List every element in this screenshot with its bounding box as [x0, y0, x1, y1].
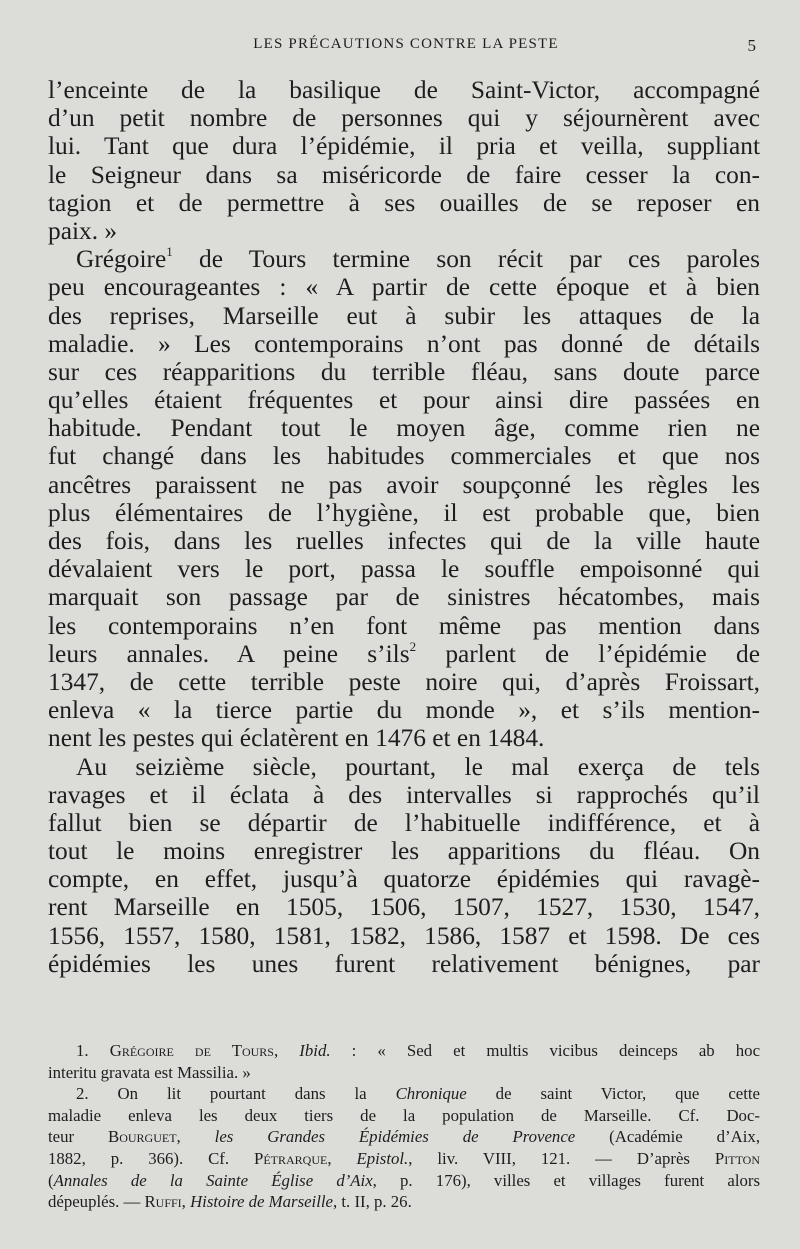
fn-author: Pétrarque: [254, 1148, 328, 1168]
text-line: nent les pestes qui éclatèrent en 1476 et en 1484.: [48, 724, 545, 753]
fn-author: Grégoire de Tours: [109, 1041, 274, 1060]
text-line: 1347, de cette terrible peste noire qui, d’après Froissart,: [48, 667, 760, 696]
text-line: [48, 640, 760, 668]
fn-text: , liv. VIII, 121. — D’après: [408, 1148, 715, 1168]
fn-text: (Académie d’Aix,: [575, 1127, 761, 1147]
text-line: des reprises, Marseille eut à subir les attaques de la: [48, 301, 760, 330]
fn-author: Ruffi: [144, 1192, 182, 1212]
fn-italic: les Grandes Épidémies de Provence: [214, 1127, 576, 1147]
footnotes: [48, 1040, 760, 1213]
text-line: peu encourageantes : « A partir de cette époque et à bien: [48, 273, 760, 302]
fn-text: ,: [181, 1192, 191, 1212]
text-line: Au seizième siècle, pourtant, le mal exerça de tels: [76, 752, 760, 781]
text-line: le Seigneur dans sa miséricorde de faire cesser la con-: [48, 160, 760, 189]
text-line: dévalaient vers le port, passa le souffle empoisonné qui: [48, 555, 760, 584]
fn-text: de saint Victor, que cette: [466, 1084, 760, 1104]
text-line: l’enceinte de la basilique de Saint-Victor, accompagné: [48, 76, 760, 104]
text-line: ancêtres paraissent ne pas avoir soupçonné les règles les: [48, 470, 760, 499]
text-line: 1556, 1557, 1580, 1581, 1582, 1586, 1587 et 1598. De ces: [48, 921, 760, 950]
text-line: [48, 245, 760, 273]
footnote-2-line: [48, 1126, 760, 1148]
text-line: des fois, dans les ruelles infectes qui de la ville haute: [48, 527, 760, 555]
fn-italic: Epistol.: [356, 1148, 409, 1168]
fn-author: Pitton: [714, 1148, 761, 1168]
footnote-2-line: [48, 1148, 760, 1170]
text-fragment: leurs annales. A peine s’ils: [48, 639, 410, 668]
fn-text: 2. On lit pourtant dans la: [76, 1084, 396, 1104]
footnote-ref-1: 1: [166, 244, 173, 260]
text-line: lui. Tant que dura l’épidémie, il pria et veilla, suppliant: [48, 132, 760, 161]
text-line: rent Marseille en 1505, 1506, 1507, 1527, 1530, 1547,: [48, 893, 760, 922]
fn-text: dépeuplés. —: [48, 1192, 145, 1212]
page-number: 5: [747, 36, 756, 55]
fn-italic: Histoire de Marseille: [190, 1192, 333, 1212]
footnote-2-line: [48, 1191, 760, 1213]
fn-text: (: [48, 1170, 54, 1190]
fn-text: , t. II, p. 26.: [333, 1192, 412, 1212]
fn-text: teur: [48, 1127, 109, 1147]
text-fragment: de Tours termine son récit par ces paroles: [172, 245, 760, 274]
footnote-1-line: interitu gravata est Massilia. »: [48, 1062, 251, 1082]
running-title: LES PRÉCAUTIONS CONTRE LA PESTE: [253, 36, 559, 52]
fn-text: ,: [327, 1148, 357, 1168]
body-text: [48, 76, 760, 978]
text-line: tagion et de permettre à ses ouailles de se reposer en: [48, 188, 760, 217]
running-head: [48, 36, 764, 58]
text-fragment: Grégoire: [76, 245, 167, 274]
text-line: d’un petit nombre de personnes qui y séjournèrent avec: [48, 104, 760, 133]
text-line: habitude. Pendant tout le moyen âge, comme rien ne: [48, 414, 760, 443]
fn-text: ,: [273, 1041, 300, 1060]
text-line: plus élémentaires de l’hygiène, il est probable que, bien: [48, 498, 760, 527]
fn-text: ,: [176, 1127, 215, 1147]
text-line: maladie. » Les contemporains n’ont pas donné de détails: [48, 329, 760, 358]
text-line: épidémies les unes furent relativement bénignes, par: [48, 949, 760, 978]
text-line: marquait son passage par de sinistres hécatombes, mais: [48, 583, 760, 612]
text-line: ravages et il éclata à des intervalles si rapprochés qu’il: [48, 780, 760, 809]
text-line: les contemporains n’en font même pas mention dans: [48, 611, 760, 640]
fn-text: 1882, p. 366). Cf.: [48, 1148, 255, 1168]
text-line: qu’elles étaient fréquentes et pour ainsi dire passées en: [48, 386, 760, 415]
fn-text: : « Sed et multis vicibus deinceps ab hoc: [330, 1041, 761, 1060]
footnote-1-line: [48, 1040, 760, 1062]
fn-text: 1.: [76, 1041, 110, 1060]
text-line: paix. »: [48, 216, 118, 245]
fn-text: , p. 176), villes et villages furent alors: [372, 1170, 760, 1190]
footnote-2-line: [48, 1083, 760, 1105]
fn-italic: Chronique: [395, 1084, 467, 1104]
text-line: fut changé dans les habitudes commerciales et que nos: [48, 442, 760, 471]
text-line: tout le moins enregistrer les apparitions du fléau. On: [48, 837, 760, 866]
text-line: enleva « la tierce partie du monde », et s’ils mention-: [48, 696, 760, 725]
footnote-2-line: [48, 1170, 760, 1192]
text-line: sur ces réapparitions du terrible fléau, sans doute parce: [48, 357, 760, 386]
text-fragment: parlent de l’épidémie de: [416, 639, 760, 668]
fn-italic: Ibid.: [299, 1041, 331, 1060]
fn-italic: Annales de la Sainte Église d’Aix: [53, 1170, 373, 1190]
fn-author: Bourguet: [108, 1127, 177, 1147]
footnote-2-line: maladie enleva les deux tiers de la population de Marseille. Cf. Doc-: [48, 1105, 760, 1125]
text-line: fallut bien se départir de l’habituelle indifférence, et à: [48, 808, 760, 837]
text-line: compte, en effet, jusqu’à quatorze épidémies qui ravagè-: [48, 865, 760, 894]
footnote-ref-2: 2: [409, 638, 417, 654]
